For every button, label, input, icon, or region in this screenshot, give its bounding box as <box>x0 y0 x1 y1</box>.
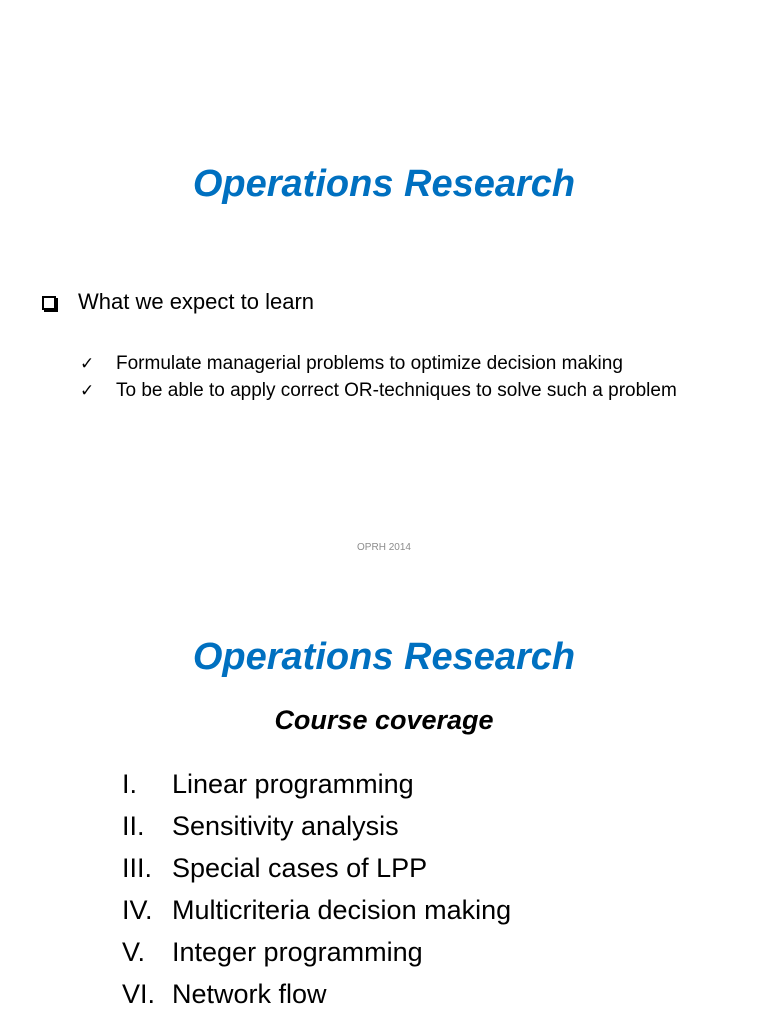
check-icon: ✓ <box>80 354 95 374</box>
main-bullet-text: What we expect to learn <box>78 289 315 314</box>
list-item <box>122 847 511 889</box>
course-coverage-list <box>122 763 511 1015</box>
main-bullet <box>42 288 314 316</box>
list-numeral: VI. <box>122 979 156 1009</box>
list-item <box>80 379 716 403</box>
slide-1-title: Operations Research <box>192 163 576 205</box>
list-item-label: Multicriteria decision making <box>172 895 512 925</box>
list-numeral: II. <box>122 811 145 841</box>
list-numeral: I. <box>122 769 138 799</box>
list-item-label: Special cases of LPP <box>172 853 428 883</box>
slide-2-title: Operations Research <box>192 636 576 678</box>
list-numeral: III. <box>122 853 153 883</box>
check-icon: ✓ <box>80 381 95 401</box>
list-item <box>80 352 716 376</box>
list-item-label: Integer programming <box>172 937 423 967</box>
slide-2 <box>0 580 768 1024</box>
list-item <box>122 763 511 805</box>
sub-bullet-list <box>80 352 716 406</box>
list-item-label: Sensitivity analysis <box>172 811 399 841</box>
slide-subtitle: Course coverage <box>274 705 494 735</box>
sub-bullet-text: Formulate managerial problems to optimize decision making <box>116 353 623 374</box>
list-item <box>122 805 511 847</box>
list-item-label: Network flow <box>172 979 327 1009</box>
list-numeral: V. <box>122 937 146 967</box>
list-item <box>122 889 511 931</box>
checkbox-icon <box>42 296 56 310</box>
slide-footer: OPRH 2014 <box>357 542 411 553</box>
list-item <box>122 973 511 1015</box>
list-item <box>122 931 511 973</box>
list-item-label: Linear programming <box>172 769 414 799</box>
list-numeral: IV. <box>122 895 153 925</box>
sub-bullet-text: To be able to apply correct OR-techniques to solve such a problem <box>116 380 677 401</box>
